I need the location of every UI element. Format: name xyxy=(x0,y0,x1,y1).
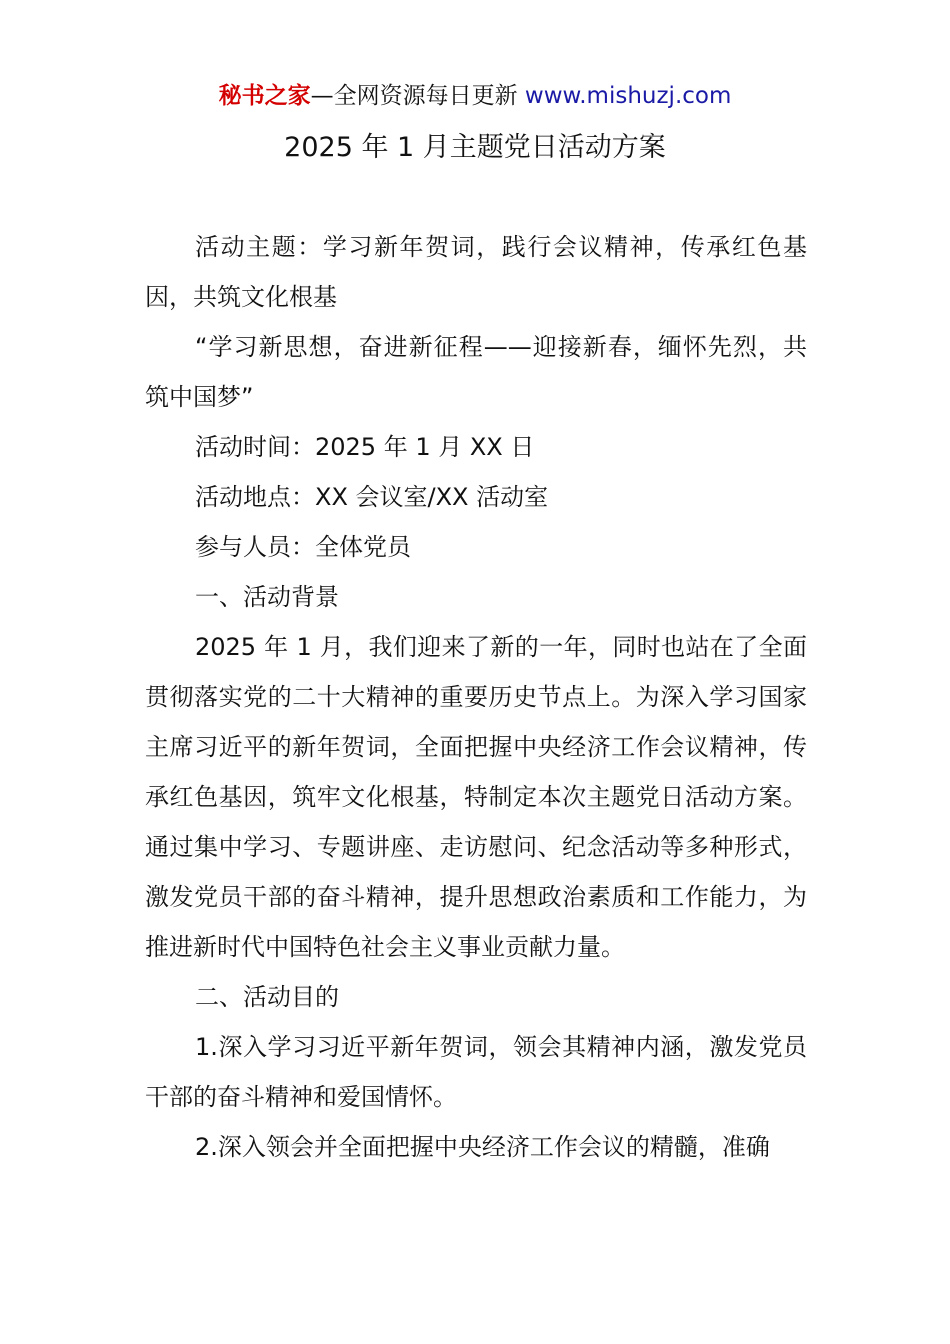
site-header xyxy=(0,80,950,112)
activity-location: 活动地点：XX 会议室/XX 活动室 xyxy=(195,483,549,511)
activity-slogan: “学习新思想，奋进新征程——迎接新春，缅怀先烈，共筑中国梦” xyxy=(145,333,807,411)
site-url-link[interactable]: www.mishuzj.com xyxy=(524,83,732,109)
section-heading-purpose: 二、活动目的 xyxy=(195,983,339,1011)
activity-theme: 活动主题：学习新年贺词，践行会议精神，传承红色基因，共筑文化根基 xyxy=(145,233,807,311)
document-title: 2025 年 1 月主题党日活动方案 xyxy=(284,132,666,163)
activity-time: 活动时间：2025 年 1 月 XX 日 xyxy=(195,433,535,461)
brand-name: 秘书之家 xyxy=(218,83,311,109)
purpose-item-2: 2.深入领会并全面把握中央经济工作会议的精髓，准确 xyxy=(195,1133,770,1161)
purpose-item-1: 1.深入学习习近平新年贺词，领会其精神内涵，激发党员干部的奋斗精神和爱国情怀。 xyxy=(145,1033,807,1111)
participants: 参与人员：全体党员 xyxy=(195,533,411,561)
background-paragraph: 2025 年 1 月，我们迎来了新的一年，同时也站在了全面贯彻落实党的二十大精神的重要历史节点上。为深入学习国家主席习近平的新年贺词，全面把握中央经济工作会议精神，传承红色基因，筑牢文化根基，特制定本次主题党日活动方案。通过集中学习、专题讲座、走访慰问、纪念活动等多种形式，激发党员干部的奋斗精神，提升思想政治素质和工作能力，为推进新时代中国特色社会主义事业贡献力量。 xyxy=(145,633,807,961)
header-tagline: —全网资源每日更新 xyxy=(310,83,518,109)
section-heading-background: 一、活动背景 xyxy=(195,583,339,611)
document-body xyxy=(145,222,807,1172)
